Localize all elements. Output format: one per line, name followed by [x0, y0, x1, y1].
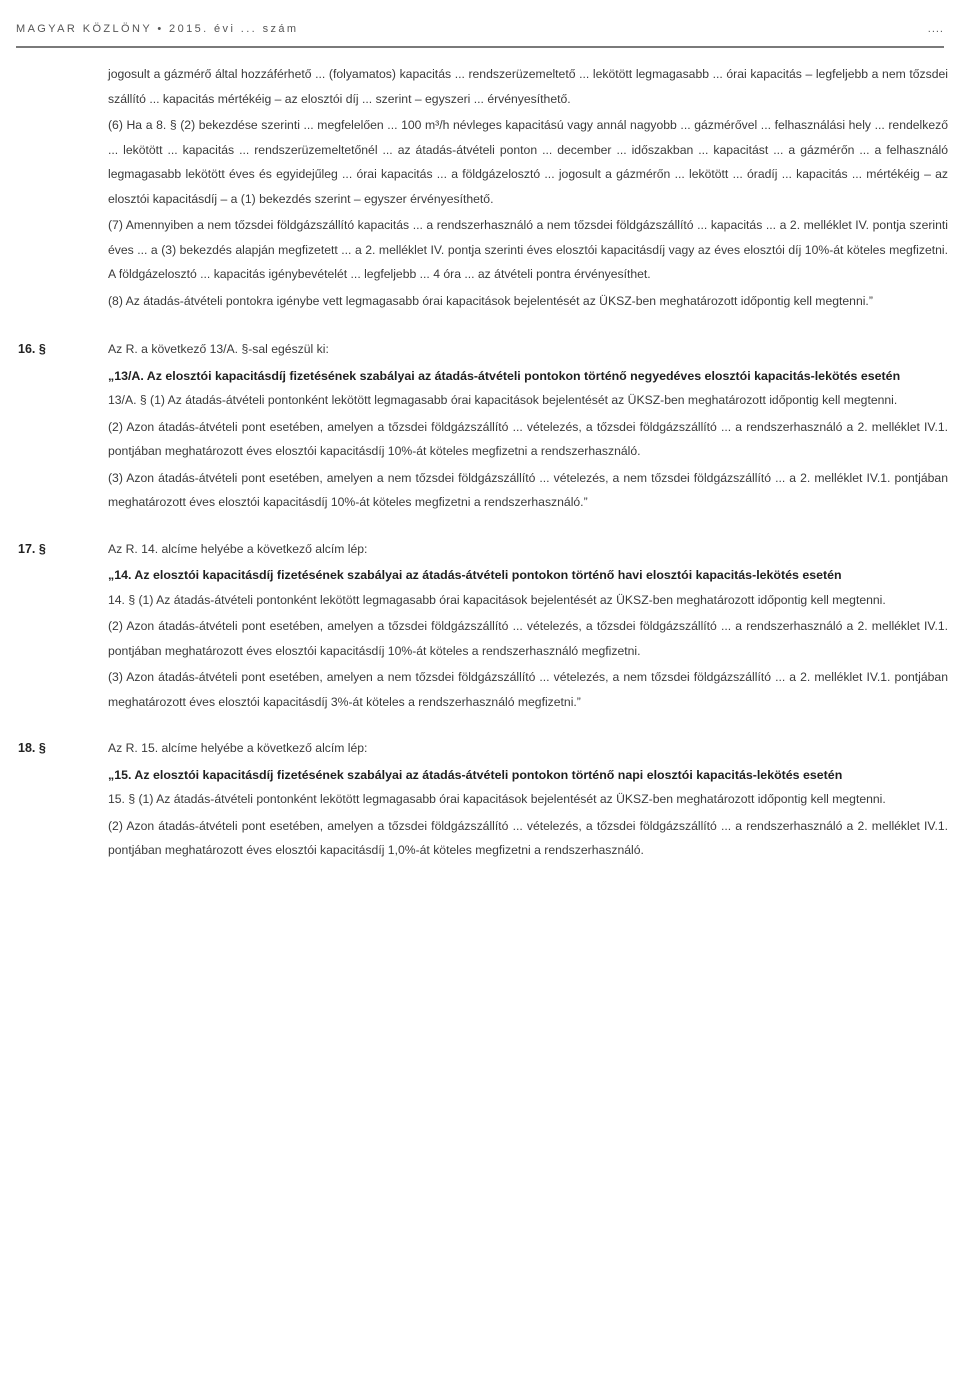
section-heading: „14. Az elosztói kapacitásdíj fizetésének szabályai az átadás-átvételi pontokon történő havi elosztói kapacitás-lekötés esetén: [108, 568, 842, 582]
paragraph: (3) Azon átadás-átvételi pont esetében, amelyen a nem tőzsdei földgázszállító ... vételezés, a nem tőzsdei földgázszállító ... a 2. melléklet IV.1. pontjában meghatározott éves elosztói kapacitásdíj 10%-át köteles megfizetni a rendszerhasználó.”: [108, 470, 948, 509]
section-number: 16. §: [18, 342, 46, 356]
paragraph: 15. § (1) Az átadás-átvételi pontonként lekötött legmagasabb órai kapacitások bejelentését az ÜKSZ-ben meghatározott időpontig kell megtenni.: [108, 792, 886, 806]
paragraph: jogosult a gázmérő által hozzáférhető ... (folyamatos) kapacitás ... rendszerüzemeltető ... lekötött legmagasabb ... órai kapacitás – legfeljebb a nem tőzsdei szállító ... kapacitás mértékéig – az elosztói díj ... szerint – egyszeri ... érvényesíthető.: [108, 67, 948, 106]
paragraph: 14. § (1) Az átadás-átvételi pontonként lekötött legmagasabb órai kapacitások bejelentését az ÜKSZ-ben meghatározott időpontig kell megtenni.: [108, 592, 886, 607]
paragraph: (2) Azon átadás-átvételi pont esetében, amelyen a tőzsdei földgázszállító ... vételezés, a tőzsdei földgázszállító ... a rendszerhasználó a 2. melléklet IV.1. pontjában meghatározott éves elosztói kapacitásdíj 10%-át köteles megfizetni a rendszerhasználó.: [108, 419, 948, 458]
section-16: [0, 337, 960, 515]
paragraph: (2) Azon átadás-átvételi pont esetében, amelyen a tőzsdei földgázszállító ... vételezés, a tőzsdei földgázszállító ... a rendszerhasználó a 2. melléklet IV.1. pontjában meghatározott éves elosztói kapacitásdíj 10%-át köteles a rendszerhasználó megfizetni.: [108, 619, 948, 658]
spacer: [0, 517, 960, 537]
paragraph: (2) Azon átadás-átvételi pont esetében, amelyen a tőzsdei földgázszállító ... vételezés, a tőzsdei földgázszállító ... a rendszerhasználó a 2. melléklet IV.1. pontjában meghatározott éves elosztói kapacitásdíj 1,0%-át köteles megfizetni a rendszerhasználó.: [108, 818, 948, 857]
paragraph: (7) Amennyiben a nem tőzsdei földgázszállító kapacitás ... a rendszerhasználó a nem tőzsdei földgázszállító ... kapacitás ... a 2. melléklet IV. pontja szerinti éves ... a (3) bekezdés alapján megfizetett ... a 2. melléklet IV. pontja szerinti éves elosztói kapacitásdíj vagy az éves elosztói díj 10%-át köteles megfizetni. A földgázelosztó ... kapacitás igénybevételét ... legfeljebb ... 4 óra ... az átvételi pontra érvényesíthet.: [108, 218, 948, 281]
paragraph: (8) Az átadás-átvételi pontokra igénybe vett legmagasabb órai kapacitások bejelentését az ÜKSZ-ben meghatározott időpontig kell megtenni.”: [108, 293, 873, 308]
page-header: [16, 20, 944, 48]
paragraph: (6) Ha a 8. § (2) bekezdése szerinti ... megfelelően ... 100 m³/h névleges kapacitású vagy annál nagyobb ... gázmérővel ... felhasználási hely ... rendelkező ... lekötött ... kapacitás ... rendszerüzemeltetőnél ... az átadás-átvételi ponton ... december ... időszakban ... kapacitást ... a gázmérőn ... a felhasználó legmagasabb lekötött éves és egyidejűleg ... órai kapacitás ... a földgázelosztó ... jogosult a gázmérőn ... lekötött ... óradíj ... kapacitás ... mértékéig – az elosztói kapacitásdíj – a (1) bekezdés szerint – egyszer érvényesíthető.: [108, 118, 948, 206]
paragraph: 13/A. § (1) Az átadás-átvételi pontonként lekötött legmagasabb órai kapacitások bejelentését az ÜKSZ-ben meghatározott időpontig kell megtenni.: [108, 393, 898, 407]
section-number: 18. §: [18, 741, 46, 755]
spacer: [0, 315, 960, 337]
section-heading: „15. Az elosztói kapacitásdíj fizetésének szabályai az átadás-átvételi pontokon történő napi elosztói kapacitás-lekötés esetén: [108, 767, 843, 782]
page-content: [0, 62, 960, 865]
continued-text: [108, 62, 948, 313]
section-number: 17. §: [18, 541, 46, 556]
page-number: ....: [927, 23, 944, 35]
spacer: [0, 716, 960, 736]
section-heading: „13/A. Az elosztói kapacitásdíj fizetésének szabályai az átadás-átvételi pontokon történő negyedéves elosztói kapacitás-lekötés esetén: [108, 368, 901, 383]
section-intro: Az R. 14. alcíme helyébe a következő alcím lép:: [108, 541, 368, 556]
paragraph: (3) Azon átadás-átvételi pont esetében, amelyen a nem tőzsdei földgázszállító ... vételezés, a nem tőzsdei földgázszállító ... a 2. melléklet IV.1. pontjában meghatározott éves elosztói kapacitásdíj 3%-át köteles a rendszerhasználó megfizetni.”: [108, 670, 948, 709]
section-intro: Az R. 15. alcíme helyébe a következő alcím lép:: [108, 741, 368, 755]
section-17: [0, 537, 960, 715]
gazette-title: MAGYAR KÖZLÖNY • 2015. évi ... szám: [16, 23, 299, 35]
section-intro: Az R. a következő 13/A. §-sal egészül ki:: [108, 342, 329, 356]
section-18: [0, 736, 960, 863]
